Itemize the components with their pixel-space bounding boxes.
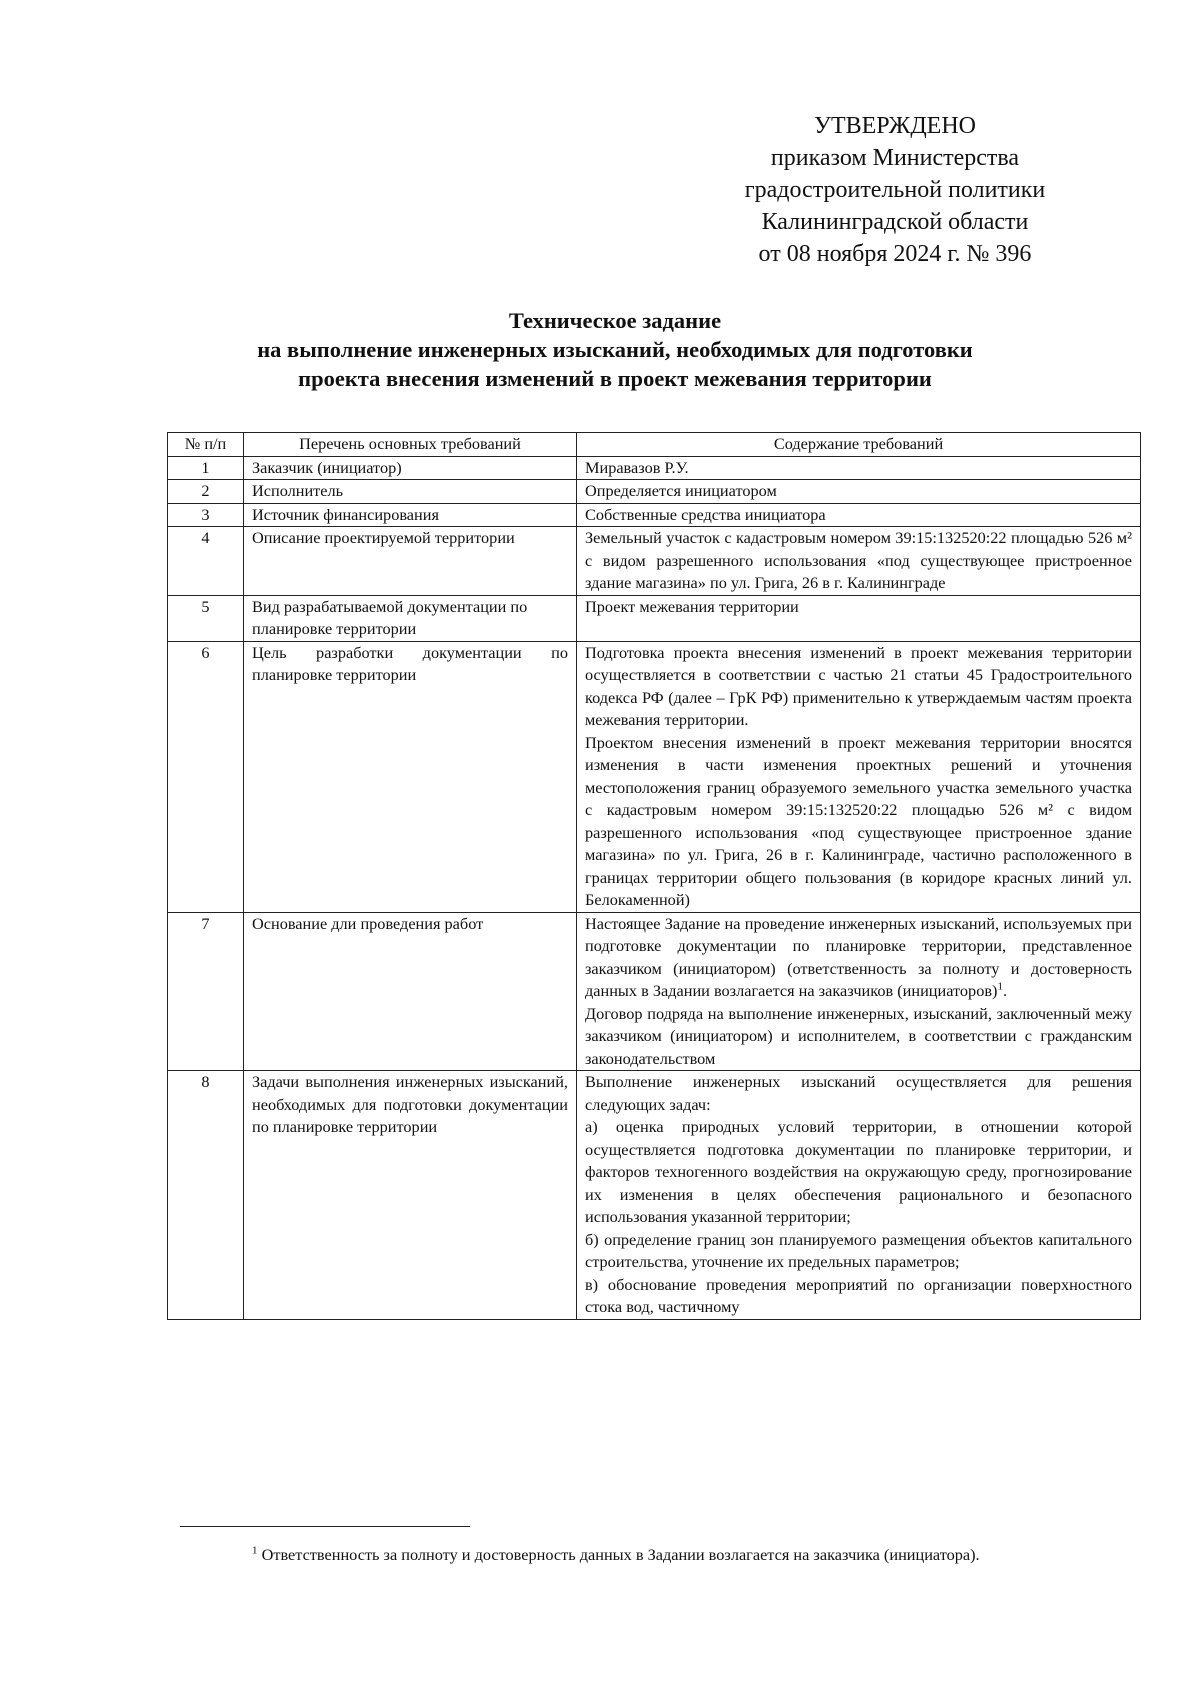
row-name: Основание дли проведения работ [244, 912, 577, 1071]
footnote-reference: 1 [997, 980, 1003, 993]
row-name: Описание проектируемой территории [244, 527, 577, 596]
table-row [168, 527, 1141, 596]
footnote-text: Ответственность за полноту и достоверность данных в Задании возлагается на заказчика (инициатора). [261, 1545, 980, 1564]
approval-heading: УТВЕРЖДЕНО [813, 113, 977, 139]
document-title [165, 306, 1065, 393]
approval-date: от 08 ноября 2024 г. № 396 [758, 241, 1032, 267]
content-paragraph: Проект межевания территории [585, 596, 799, 616]
header-num: № п/п [168, 433, 244, 457]
requirements-table [167, 432, 1141, 1320]
row-content [577, 595, 1141, 641]
content-paragraph: б) определение границ зон планируемого размещения объектов капитального строительства, уточнение их предельных параметров; [585, 1229, 1132, 1271]
approval-line: приказом Министерства [770, 145, 1020, 171]
row-number: 6 [168, 641, 244, 912]
row-name: Заказчик (инициатор) [244, 456, 577, 480]
approval-line: Калининградской области [761, 209, 1029, 235]
content-paragraph [585, 913, 1132, 1003]
approval-line: градостроительной политики [744, 177, 1046, 203]
row-content [577, 912, 1141, 1071]
row-name: Источник финансирования [244, 503, 577, 527]
content-paragraph: Подготовка проекта внесения изменений в проект межевания территории осуществляется в соответствии с частью 21 статьи 45 Градостроительного кодекса РФ (далее – ГрК РФ) применительно к утверждаемым частям проекта межевания территории. [585, 642, 1132, 729]
table-header-row [168, 433, 1141, 457]
paragraph-tail: . [1002, 981, 1008, 1000]
paragraph-text: Настоящее Задание на проведение инженерных изысканий, используемых при подготовке документации по планировке территории, представленное заказчиком (инициатором) (ответственность за полноту и достоверность данных в Задании возлагается на заказчиков (инициаторов) [585, 913, 1132, 1000]
footnote-separator [180, 1526, 470, 1527]
table-row [168, 1071, 1141, 1320]
row-number: 8 [168, 1071, 244, 1320]
footnote-mark: 1 [252, 1544, 258, 1557]
content-paragraph: Миравазов Р.У. [585, 457, 689, 477]
row-name: Вид разрабатываемой документации по планировке территории [244, 595, 577, 641]
table-row [168, 456, 1141, 480]
content-paragraph: в) обоснование проведения мероприятий по организации поверхностного стока вод, частичному [585, 1274, 1132, 1316]
row-name: Исполнитель [244, 480, 577, 504]
row-content [577, 527, 1141, 596]
title-line: проекта внесения изменений в проект межевания территории [298, 366, 932, 391]
footnote [180, 1542, 1140, 1568]
content-paragraph: Определяется инициатором [585, 481, 777, 500]
approval-stamp [735, 110, 1055, 270]
row-content [577, 503, 1141, 527]
row-content [577, 641, 1141, 912]
row-content [577, 456, 1141, 480]
content-paragraph: Собственные средства инициатора [585, 504, 826, 524]
row-name: Задачи выполнения инженерных изысканий, необходимых для подготовки документации по планировке территории [244, 1071, 577, 1320]
table-row [168, 480, 1141, 504]
title-line: на выполнение инженерных изысканий, необходимых для подготовки [257, 337, 973, 362]
table-row [168, 912, 1141, 1071]
table-row [168, 503, 1141, 527]
row-content [577, 1071, 1141, 1320]
content-paragraph: Земельный участок с кадастровым номером 39:15:132520:22 площадью 526 м² с видом разрешенного использования «под существующее пристроенное здание магазина» по ул. Грига, 26 в г. Калининграде [585, 528, 1132, 592]
content-paragraph: Выполнение инженерных изысканий осуществляется для решения следующих задач: [585, 1072, 1132, 1114]
table-row [168, 595, 1141, 641]
row-content [577, 480, 1141, 504]
header-list: Перечень основных требований [244, 433, 577, 457]
row-number: 7 [168, 912, 244, 1071]
content-paragraph: Проектом внесения изменений в проект межевания территории вносятся изменения в части изменения проектных решений и уточнения местоположения границ образуемого земельного участка земельного участка с кадастровым номером 39:15:132520:22 площадью 526 м² с видом разрешенного использования «под существующее пристроенное здание магазина» по ул. Грига, 26 в г. Калининграде, частично расположенного в границах территории общего пользования (в коридоре красных линий ул. Белокаменной) [585, 732, 1132, 909]
row-number: 4 [168, 527, 244, 596]
row-number: 3 [168, 503, 244, 527]
table-row [168, 641, 1141, 912]
content-paragraph: Договор подряда на выполнение инженерных, изысканий, заключенный межу заказчиком (инициатором) и исполнителем, в соответствии с гражданским законодательством [585, 1003, 1132, 1068]
row-number: 5 [168, 595, 244, 641]
row-number: 2 [168, 480, 244, 504]
title-line: Техническое задание [508, 308, 722, 333]
content-paragraph: а) оценка природных условий территории, в отношении которой осуществляется подготовка документации по планировке территории, и факторов техногенного воздействия на окружающую среду, прогнозирование их изменения в целях обеспечения рационального и безопасного использования указанной территории; [585, 1117, 1132, 1226]
header-content: Содержание требований [577, 433, 1141, 457]
row-name: Цель разработки документации по планировке территории [244, 641, 577, 912]
row-number: 1 [168, 456, 244, 480]
